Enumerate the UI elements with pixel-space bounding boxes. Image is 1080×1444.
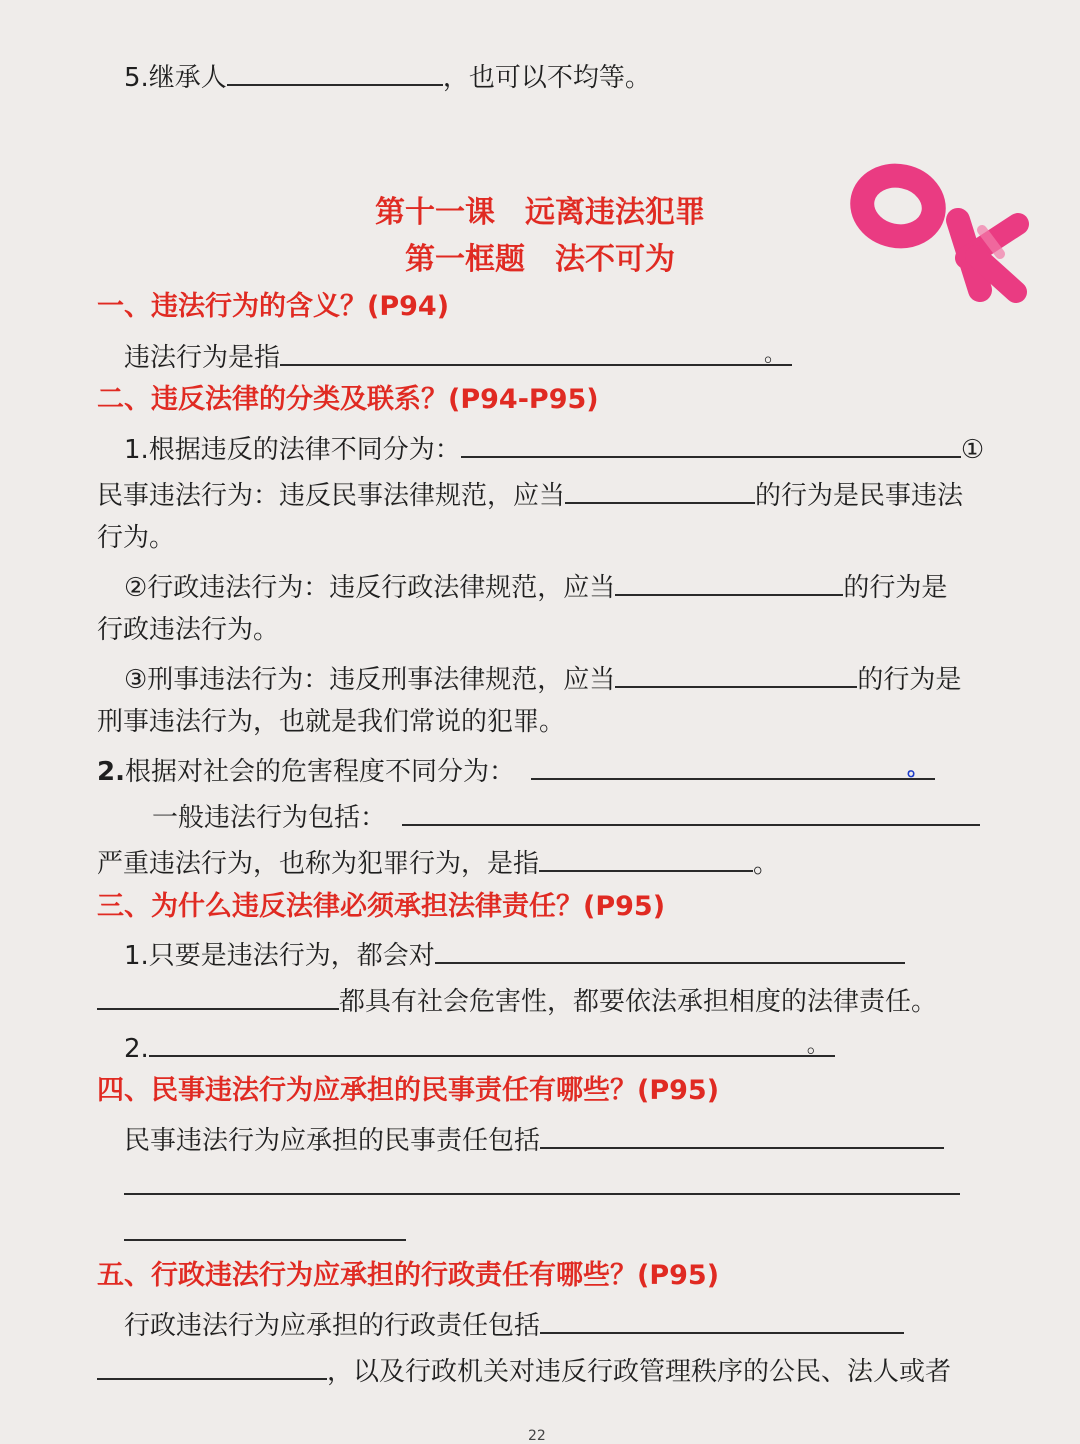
- answer-blank[interactable]: [402, 796, 980, 826]
- answer-blank[interactable]: [539, 842, 753, 872]
- q3-l1-prefix: 1.只要是违法行为，都会对: [124, 941, 435, 971]
- answer-blank[interactable]: [227, 56, 443, 86]
- q2-general-label: 一般违法行为包括：: [152, 803, 387, 833]
- item-5-suffix: ，也可以不均等。: [442, 63, 651, 93]
- q5-prefix: 行政违法行为应承担的行政责任包括: [124, 1311, 541, 1341]
- end-mark: 。: [906, 756, 929, 781]
- q2-l2-text: 根据对社会的危害程度不同分为：: [124, 757, 515, 787]
- q3-l2-prefix: 2.: [124, 1034, 149, 1064]
- q2-admin-b: 的行为是: [843, 573, 948, 603]
- answer-blank[interactable]: [531, 750, 935, 780]
- q4-line: [124, 1119, 944, 1159]
- q2-crim-a: ③刑事违法行为：违反刑事法律规范，应当: [124, 665, 616, 695]
- end-mark: 。: [753, 849, 780, 879]
- answer-blank[interactable]: [540, 1119, 944, 1149]
- item-5-prefix: 5.继承人: [124, 63, 227, 93]
- q2-admin-a: ②行政违法行为：违反行政法律规范，应当: [124, 573, 616, 603]
- section-title: 第一框题 法不可为: [405, 242, 675, 277]
- q2-heading: 二、违反法律的分类及联系？(P94-P95): [97, 384, 599, 415]
- page-number: 22: [528, 1428, 546, 1444]
- q5-line: [124, 1304, 904, 1344]
- q2-civil-cont: 行为。: [97, 523, 176, 553]
- q2-l2: [97, 750, 935, 790]
- answer-blank[interactable]: [461, 428, 961, 458]
- q2-crim-cont: 刑事违法行为，也就是我们常说的犯罪。: [97, 707, 566, 737]
- q2-civil-b: 的行为是民事违法: [755, 481, 964, 511]
- q1-heading: 一、违法行为的含义？(P94): [97, 291, 450, 322]
- q2-l1-prefix: 1.根据违反的法律不同分为：: [124, 435, 461, 465]
- q3-l1-cont-text: 都具有社会危害性，都要依法承担相度的法律责任。: [339, 987, 938, 1017]
- q2-civil-a: 民事违法行为：违反民事法律规范，应当: [97, 481, 566, 511]
- answer-blank[interactable]: [97, 980, 339, 1010]
- lesson-title: 第十一课 远离违法犯罪: [375, 195, 705, 230]
- q2-l1: [124, 428, 984, 468]
- q4-line-2: [124, 1165, 960, 1205]
- q2-crim: [124, 658, 961, 698]
- answer-blank[interactable]: [565, 474, 755, 504]
- q2-serious-prefix: 严重违法行为，也称为犯罪行为，是指: [97, 849, 540, 879]
- q2-serious: [97, 842, 779, 882]
- q4-heading: 四、民事违法行为应承担的民事责任有哪些？(P95): [97, 1075, 720, 1106]
- q3-heading: 三、为什么违反法律必须承担法律责任？(P95): [97, 891, 666, 922]
- q5-heading: 五、行政违法行为应承担的行政责任有哪些？(P95): [97, 1260, 720, 1291]
- answer-blank[interactable]: [540, 1304, 904, 1334]
- answer-blank[interactable]: [124, 1165, 960, 1195]
- answer-blank[interactable]: [615, 566, 843, 596]
- q5-line-2-suffix: ，以及行政机关对违反行政管理秩序的公民、法人或者: [327, 1357, 952, 1387]
- q1-prefix: 违法行为是指: [124, 343, 281, 373]
- q1-line: [124, 336, 792, 376]
- q2-circle-1: ①: [960, 435, 985, 465]
- answer-blank[interactable]: [149, 1027, 835, 1057]
- q2-general: [152, 796, 980, 836]
- answer-blank[interactable]: [615, 658, 857, 688]
- q4-line-3: [124, 1211, 406, 1251]
- end-mark: 。: [806, 1033, 829, 1058]
- q2-civil: [97, 474, 963, 514]
- ok-stamp-icon: [850, 158, 1035, 308]
- q5-line-2: [97, 1350, 951, 1390]
- q4-prefix: 民事违法行为应承担的民事责任包括: [124, 1126, 541, 1156]
- end-mark: 。: [764, 342, 787, 367]
- answer-blank[interactable]: [435, 934, 905, 964]
- q3-l2: [124, 1027, 835, 1067]
- answer-blank[interactable]: [97, 1350, 327, 1380]
- q3-l1: [124, 934, 905, 974]
- q2-admin-cont: 行政违法行为。: [97, 615, 280, 645]
- q2-l2-num: 2.: [97, 757, 125, 787]
- q2-admin: [124, 566, 947, 606]
- item-5-line: [124, 56, 651, 96]
- answer-blank[interactable]: [124, 1211, 406, 1241]
- q3-l1-cont: [97, 980, 937, 1020]
- q2-crim-b: 的行为是: [857, 665, 962, 695]
- answer-blank[interactable]: [280, 336, 792, 366]
